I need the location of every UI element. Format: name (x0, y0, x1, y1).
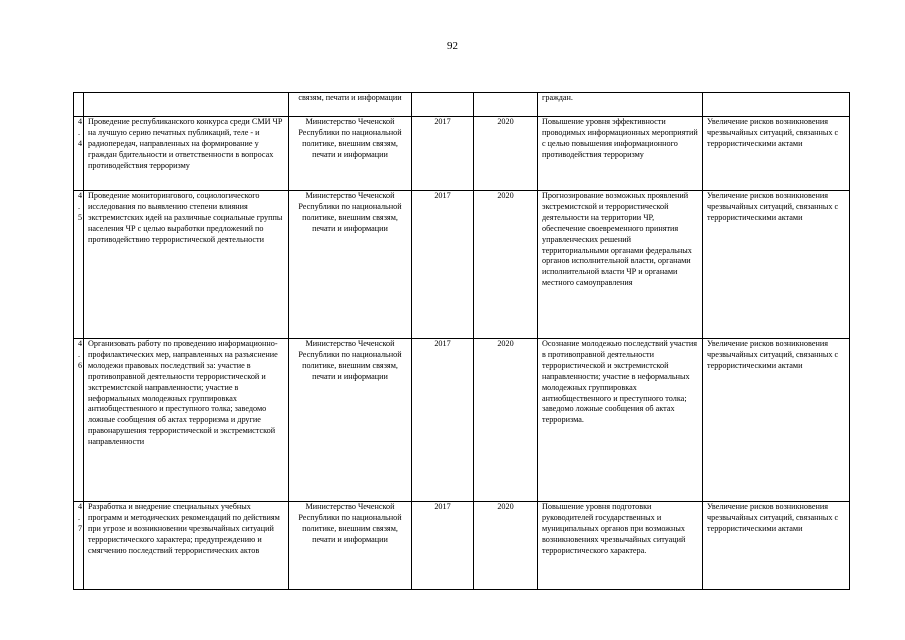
executor-cell: Министерство Чеченской Республики по национальной политике, внешним связям, печати и информации (289, 191, 412, 339)
measure-cell: Проведение республиканского конкурса среди СМИ ЧР на лучшую серию печатных публикаций, теле - и радиопередач, направленных на формирование у граждан бдительности и ответственности в вопросах противодействия терроризму (84, 117, 289, 191)
page-number: 92 (447, 40, 458, 52)
measure-cell: Организовать работу по проведению информационно-профилактических мер, направленных на разъяснение молодежи правовых последствий за: участие в противоправной деятельности террористической и экстремистской направленности; участие в неформальных молодежных группировках антиобщественного и преступного толка; заведомо ложные сообщения об актах терроризма и другие правонарушения террористической и экстремистской направленности (84, 339, 289, 502)
end-year-cell: 2020 (474, 502, 538, 590)
risk-cell: Увеличение рисков возникновения чрезвычайных ситуаций, связанных с террористическими актами (703, 502, 850, 590)
start-year-cell (412, 93, 474, 117)
risk-cell: Увеличение рисков возникновения чрезвычайных ситуаций, связанных с террористическими актами (703, 117, 850, 191)
start-year-cell: 2017 (412, 191, 474, 339)
risk-cell (703, 93, 850, 117)
result-cell: Повышение уровня эффективности проводимых информационных мероприятий с целью повышения информационного противодействия терроризму (538, 117, 703, 191)
table-row (74, 117, 850, 191)
program-measures-table (73, 92, 850, 590)
measure-cell (84, 93, 289, 117)
result-cell: граждан. (538, 93, 703, 117)
result-cell: Осознание молодежью последствий участия в противоправной деятельности террористической и экстремистской направленности; участие в неформальных молодежных группировках антиобщественного и преступного толка; заведомо ложные сообщения об актах терроризма. (538, 339, 703, 502)
row-number-cell: 4.6 (74, 339, 84, 502)
end-year-cell (474, 93, 538, 117)
end-year-cell: 2020 (474, 191, 538, 339)
table-row (74, 339, 850, 502)
row-number-cell: 4.4 (74, 117, 84, 191)
end-year-cell: 2020 (474, 339, 538, 502)
table-body (74, 93, 850, 590)
executor-cell: Министерство Чеченской Республики по национальной политике, внешним связям, печати и информации (289, 339, 412, 502)
result-cell: Повышение уровня подготовки руководителей государственных и муниципальных органов при возможных возникновениях чрезвычайных ситуаций террористического характера. (538, 502, 703, 590)
end-year-cell: 2020 (474, 117, 538, 191)
risk-cell: Увеличение рисков возникновения чрезвычайных ситуаций, связанных с террористическими актами (703, 339, 850, 502)
measure-cell: Разработка и внедрение специальных учебных программ и методических рекомендаций по действиям при угрозе и возникновении чрезвычайных ситуаций террористического характера; предупреждению и смягчению последствий террористических актов (84, 502, 289, 590)
result-cell: Прогнозирование возможных проявлений экстремистской и террористической деятельности на территории ЧР, обеспечение своевременного принятия управленческих решений территориальными органами федеральных органов исполнительной власти, органами исполнительной власти ЧР и органами местного самоуправления (538, 191, 703, 339)
start-year-cell: 2017 (412, 117, 474, 191)
table-row (74, 191, 850, 339)
start-year-cell: 2017 (412, 502, 474, 590)
start-year-cell: 2017 (412, 339, 474, 502)
row-number-cell: 4.7 (74, 502, 84, 590)
executor-cell: Министерство Чеченской Республики по национальной политике, внешним связям, печати и информации (289, 117, 412, 191)
row-number-cell (74, 93, 84, 117)
table-row (74, 93, 850, 117)
risk-cell: Увеличение рисков возникновения чрезвычайных ситуаций, связанных с террористическими актами (703, 191, 850, 339)
table-row (74, 502, 850, 590)
executor-cell: связям, печати и информации (289, 93, 412, 117)
executor-cell: Министерство Чеченской Республики по национальной политике, внешним связям, печати и информации (289, 502, 412, 590)
measure-cell: Проведение мониторингового, социологического исследования по выявлению степени влияния экстремистских идей на различные социальные группы населения ЧР с целью выработки предложений по противодействию террористической деятельности (84, 191, 289, 339)
row-number-cell: 4.5 (74, 191, 84, 339)
